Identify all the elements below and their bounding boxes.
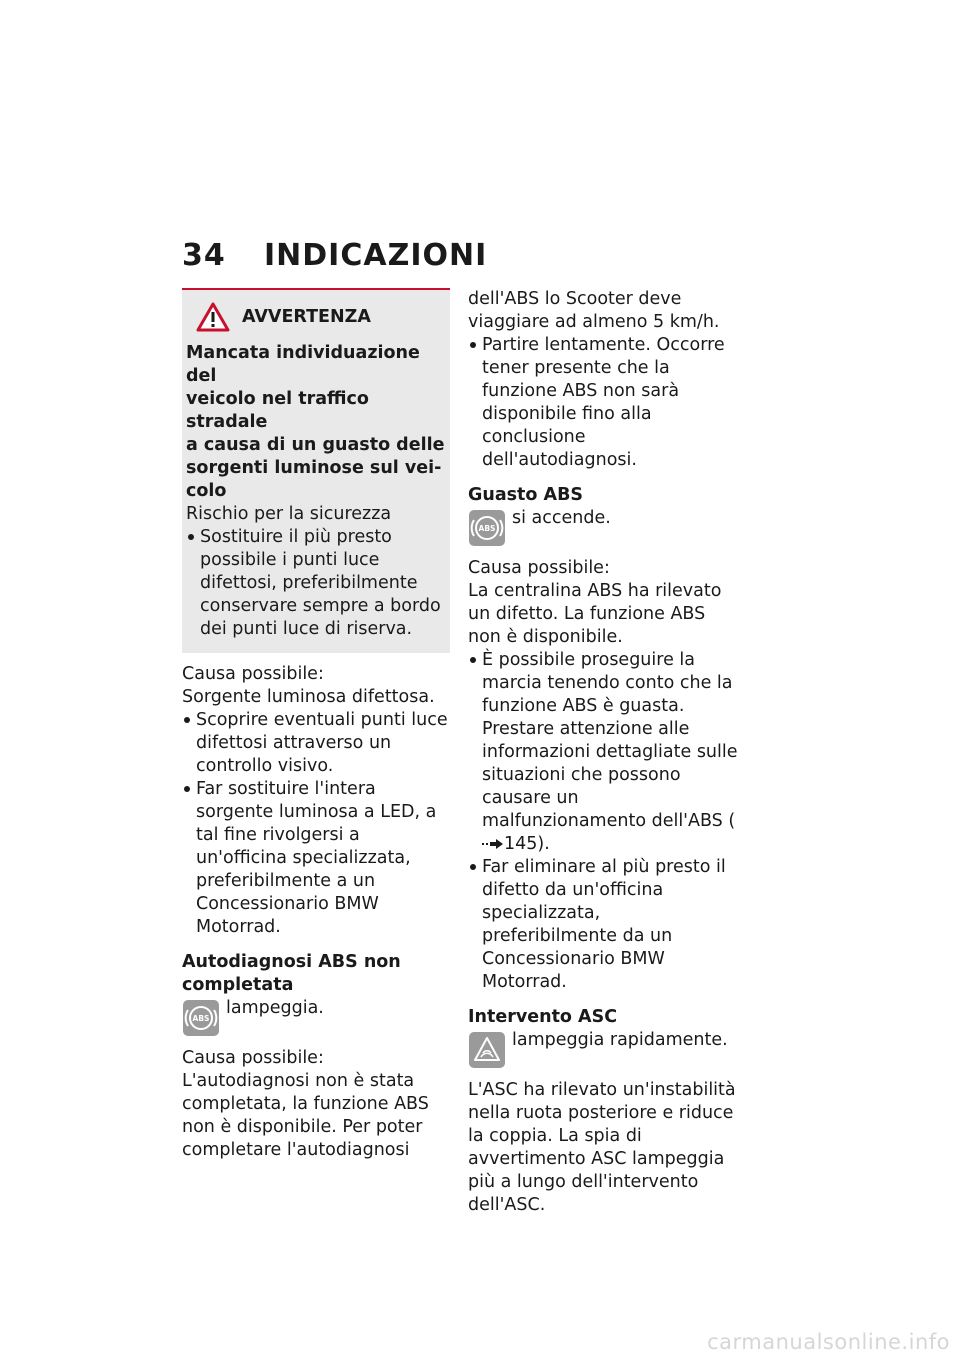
footer-watermark: carmanualsonline.info xyxy=(707,1330,950,1354)
warning-heading-line: Mancata individuazione del xyxy=(186,343,420,386)
abs-selftest-lamp-row xyxy=(182,997,450,1037)
warning-box xyxy=(182,288,450,653)
svg-text:ABS: ABS xyxy=(478,524,496,533)
warning-heading-line: veicolo nel traffico stradale xyxy=(186,389,369,432)
list-item: Far eliminare al più presto il difetto da un'officina specializzata, preferibilmente da un Concessionario BMW Motorrad. xyxy=(468,856,740,994)
abs-fault-bullet-text: È possibile proseguire la marcia tenendo conto che la funzione ABS è guasta. Prestare attenzione alle informazioni dettagliate sulle situazioni che possono causare un malfunzionamento dell'ABS ( xyxy=(482,650,738,831)
page-reference-arrow-icon xyxy=(482,838,504,850)
list-item xyxy=(468,649,740,856)
continuation-text: dell'ABS lo Scooter deve viaggiare ad almeno 5 km/h. xyxy=(468,289,720,332)
list-item: Far sostituire l'intera sorgente luminosa a LED, a tal fine rivolgersi a un'officina specializzata, preferibilmente a un Concessionario BMW Motorrad. xyxy=(182,778,450,939)
list-item: Partire lentamente. Occorre tener presente che la funzione ABS non sarà disponibile fino alla conclusione dell'autodiagnosi. xyxy=(468,334,740,472)
cause-text: Sorgente luminosa difettosa. xyxy=(182,687,435,707)
asc-warning-lamp-icon xyxy=(468,1031,506,1069)
warning-triangle-icon xyxy=(196,302,230,332)
abs-fault-cause-text: La centralina ABS ha rilevato un difetto. La funzione ABS non è disponibile. xyxy=(468,581,722,647)
abs-warning-lamp-icon xyxy=(182,999,220,1037)
page-header xyxy=(182,238,487,273)
abs-warning-lamp-icon xyxy=(468,509,506,547)
page-title: INDICAZIONI xyxy=(264,238,488,273)
svg-text:ABS: ABS xyxy=(192,1014,210,1023)
asc-lamp-row xyxy=(468,1029,740,1069)
abs-fault-heading: Guasto ABS xyxy=(468,485,584,505)
warning-bullet-list xyxy=(186,526,446,641)
page-number: 34 xyxy=(182,238,226,273)
abs-fault-bullet-list xyxy=(468,649,740,994)
abs-selftest-heading: Autodiagnosi ABS non completata xyxy=(182,952,401,995)
page-reference[interactable]: 145). xyxy=(504,834,550,854)
asc-lamp-text: lampeggia rapidamente. xyxy=(512,1030,728,1050)
abs-selftest-lamp-text: lampeggia. xyxy=(226,998,324,1018)
warning-header xyxy=(196,302,446,332)
warning-heading-line: sorgenti luminose sul vei- xyxy=(186,458,442,478)
warning-heading xyxy=(186,342,446,503)
left-column xyxy=(182,288,450,1162)
warning-heading-line: colo xyxy=(186,481,227,501)
warning-title: AVVERTENZA xyxy=(242,306,371,327)
cause-label: Causa possibile: xyxy=(182,664,324,684)
warning-bullet: Sostituire il più presto possibile i punti luce difettosi, preferibilmente conservare sempre a bordo dei punti luce di riserva. xyxy=(186,526,446,641)
asc-text: L'ASC ha rilevato un'instabilità nella ruota posteriore e riduce la coppia. La spia di avvertimento ASC lampeggia più a lungo dell'intervento dell'ASC. xyxy=(468,1080,736,1215)
list-item: Scoprire eventuali punti luce difettosi attraverso un controllo visivo. xyxy=(182,709,450,778)
abs-selftest-cause-label: Causa possibile: xyxy=(182,1048,324,1068)
warning-heading-line: a causa di un guasto delle xyxy=(186,435,445,455)
warning-subheading: Rischio per la sicurezza xyxy=(186,504,392,524)
abs-selftest-cause-text: L'autodiagnosi non è stata completata, la funzione ABS non è disponibile. Per poter completare l'autodiagnosi xyxy=(182,1071,429,1160)
asc-heading: Intervento ASC xyxy=(468,1007,618,1027)
abs-fault-lamp-text: si accende. xyxy=(512,508,611,528)
remedy-bullet-list xyxy=(182,709,450,939)
abs-fault-lamp-row xyxy=(468,507,740,547)
selftest-bullet-list xyxy=(468,334,740,472)
abs-fault-cause-label: Causa possibile: xyxy=(468,558,610,578)
right-column xyxy=(468,288,740,1217)
